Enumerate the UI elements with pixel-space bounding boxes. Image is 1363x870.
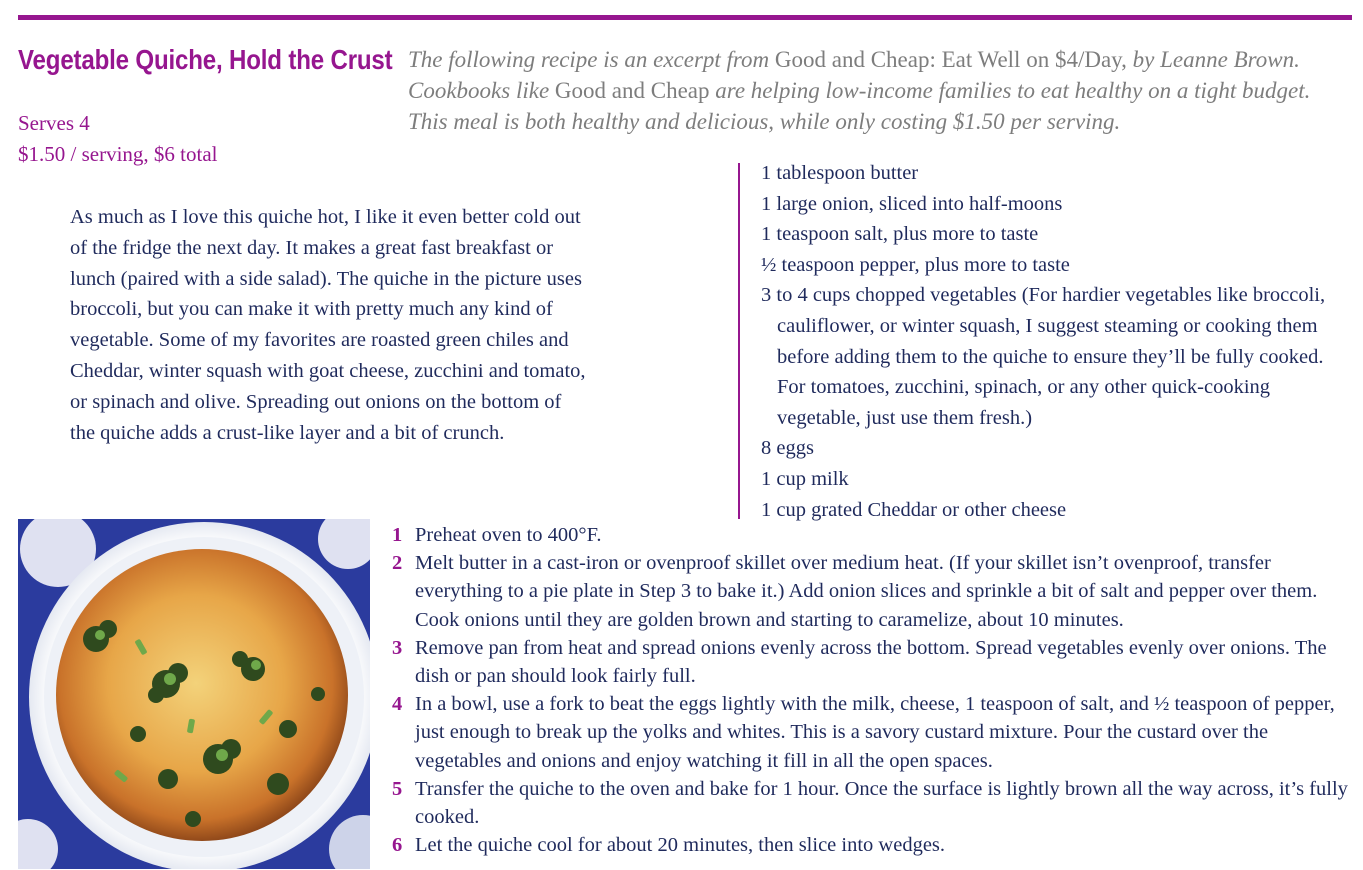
step-number: 1	[392, 524, 403, 546]
step-item	[392, 521, 1352, 549]
step-text: Remove pan from heat and spread onions evenly across the bottom. Spread vegetables evenly over onions. The dish or pan should look fairly full.	[415, 636, 1327, 688]
step-text: Let the quiche cool for about 20 minutes, then slice into wedges.	[415, 834, 946, 857]
step-text: Melt butter in a cast-iron or ovenproof skillet over medium heat. (If your skillet isn’t ovenproof, transfer everything to a pie plate in Step 3 to bake it.) Add onion slices and sprinkle a bit of salt and pepper over them. Cook onions until they are golden brown and starting to caramelize, about 10 minutes.	[415, 552, 1318, 631]
ingredient-item: 8 eggs	[761, 437, 814, 460]
step-number: 5	[392, 777, 403, 800]
recipe-meta	[18, 108, 217, 170]
intro-text-3: are helping low-income families to eat healthy on a tight budget. This meal is both healthy and delicious, while only costing $1.50 per serving.	[408, 78, 1311, 134]
quiche-photo	[18, 519, 370, 869]
step-number: 6	[392, 834, 403, 857]
step-item	[392, 690, 1352, 775]
ingredients-list	[761, 158, 1351, 525]
ingredient-item: 1 tablespoon butter	[761, 162, 919, 184]
step-text: Preheat oven to 400°F.	[415, 524, 602, 546]
step-text: In a bowl, use a fork to beat the eggs lightly with the milk, cheese, 1 teaspoon of salt, and ½ teaspoon of pepper, just enough to break up the yolks and whites. This is a savory custard mixture. Pour the custard over the vegetables and onions and enjoy watching it fill in all the open spaces.	[415, 693, 1335, 772]
servings-text: Serves 4	[18, 111, 90, 135]
intro-paragraph	[408, 44, 1343, 137]
ingredient-item: ½ teaspoon pepper, plus more to taste	[761, 253, 1070, 276]
ingredient-item: 3 to 4 cups chopped vegetables (For hardier vegetables like broccoli, cauliflower, or winter squash, I suggest steaming or cooking them before adding them to the quiche to ensure they’ll be fully cooked. For tomatoes, zucchini, spinach, or any other quick-cooking vegetable, just use them fresh.)	[761, 284, 1326, 429]
step-number: 2	[392, 552, 403, 575]
step-item	[392, 634, 1352, 690]
step-item	[392, 831, 1352, 859]
cost-text: $1.50 / serving, $6 total	[18, 142, 218, 166]
intro-text-1: The following recipe is an excerpt from	[408, 47, 775, 72]
headnote-paragraph: As much as I love this quiche hot, I like it even better cold out of the fridge the next day. It makes a great fast breakfast or lunch (paired with a side salad). The quiche in the picture uses broccoli, but you can make it with pretty much any kind of vegetable. Some of my favorites are roasted green chiles and Cheddar, winter squash with goat cheese, zucchini and tomato, or spinach and olive. Spreading out onions on the bottom of the quiche adds a crust-like layer and a bit of crunch.	[70, 206, 586, 444]
step-text: Transfer the quiche to the oven and bake for 1 hour. Once the surface is lightly brown all the way across, it’s fully cooked.	[415, 777, 1348, 829]
intro-text-2: by Leanne Brown. Cookbooks like	[408, 47, 1300, 103]
step-number: 4	[392, 693, 403, 716]
intro-book-title: Good and Cheap: Eat Well on $4/Day,	[774, 47, 1127, 72]
step-item	[392, 549, 1352, 634]
ingredients-divider	[738, 163, 740, 519]
ingredient-item: 1 cup grated Cheddar or other cheese	[761, 498, 1067, 521]
intro-book-title-short: Good and Cheap	[554, 78, 710, 103]
ingredient-item: 1 cup milk	[761, 467, 849, 490]
step-number: 3	[392, 636, 403, 659]
top-rule	[18, 15, 1352, 20]
step-item	[392, 775, 1352, 831]
steps-list	[392, 521, 1352, 859]
recipe-title: Vegetable Quiche, Hold the Crust	[18, 44, 393, 75]
ingredient-item: 1 large onion, sliced into half-moons	[761, 192, 1063, 215]
ingredient-item: 1 teaspoon salt, plus more to taste	[761, 223, 1039, 246]
